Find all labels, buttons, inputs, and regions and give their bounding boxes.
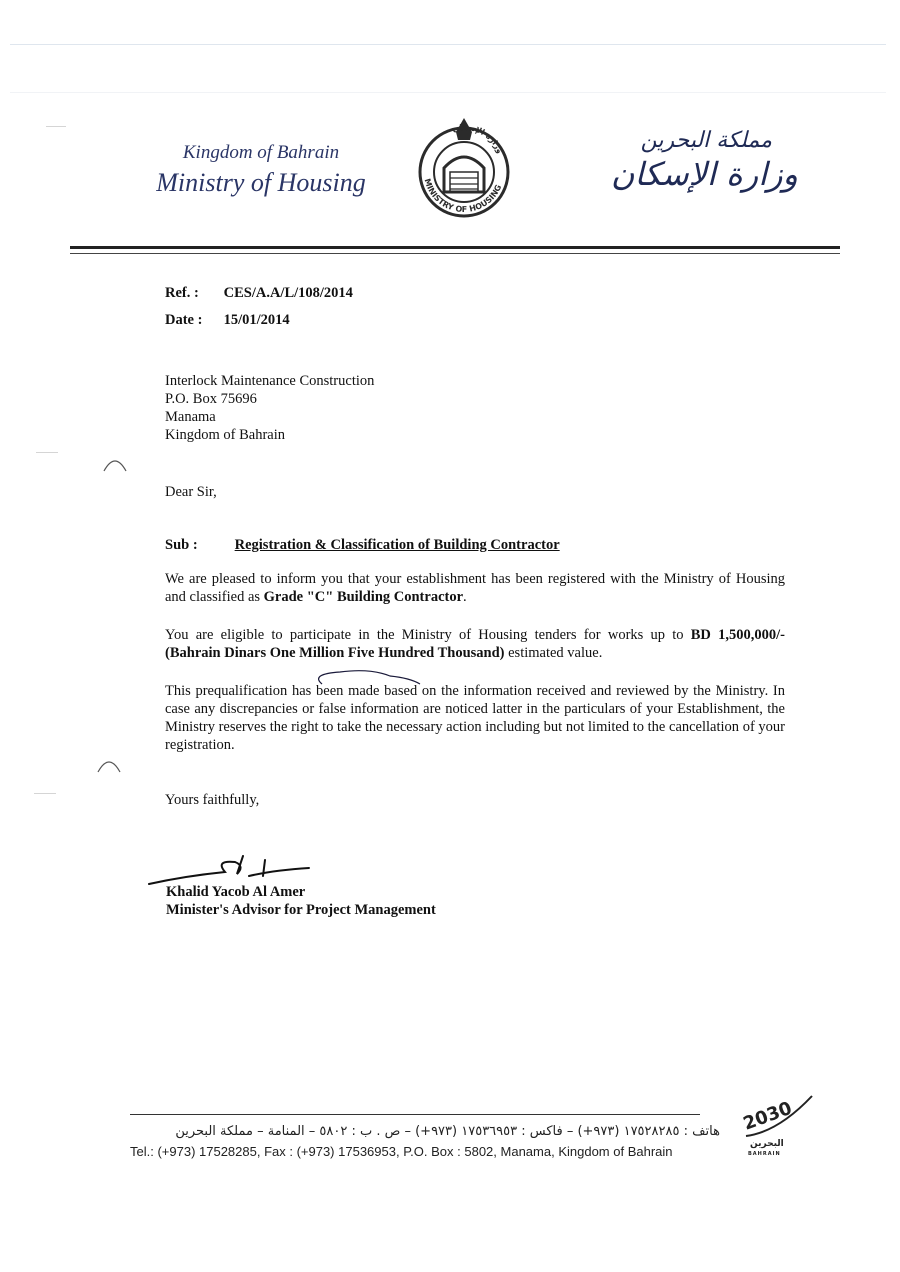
scan-artifact	[36, 452, 58, 453]
seal-arc-arabic: وزارة الإسكان	[451, 122, 505, 155]
footer-contact-english: Tel.: (+973) 17528285, Fax : (+973) 17536953, P.O. Box : 5802, Manama, Kingdom of Bahrain	[130, 1144, 673, 1159]
reference-value: CES/A.A/L/108/2014	[223, 285, 353, 301]
punch-hole-mark-icon	[102, 455, 128, 473]
date-line	[165, 312, 290, 329]
vision-arabic: البحرين	[750, 1139, 784, 1149]
letterhead-ministry-arabic: وزارة الإسكان	[610, 155, 798, 193]
closing: Yours faithfully,	[165, 792, 260, 808]
scan-faint-rule	[10, 92, 886, 93]
bahrain-2030-logo-icon	[738, 1092, 818, 1156]
paragraph-prequalification: This prequalification has been made based on the information received and reviewed by the Ministry. In case any discrepancies or false information are noticed latter in the particulars of your Establishment, the Ministry reserves the right to take the necessary action including but not limited to the cancellation of your registration.	[165, 683, 785, 753]
subject-text: Registration & Classification of Building Contractor	[234, 537, 560, 553]
recipient-city: Manama	[165, 409, 216, 425]
scan-artifact	[46, 126, 66, 127]
pen-mark-icon	[300, 664, 450, 694]
scan-top-rule	[10, 44, 886, 45]
tender-limit-amount: BD 1,500,000/- (Bahrain Dinars One Million Five Hundred Thousand)	[165, 627, 785, 661]
recipient-company: Interlock Maintenance Construction	[165, 373, 375, 389]
signatory	[166, 883, 436, 919]
punch-hole-mark-icon	[96, 756, 122, 774]
letterhead-kingdom: Kingdom of Bahrain	[182, 142, 340, 163]
scan-artifact	[34, 793, 56, 794]
footer-rule	[130, 1114, 700, 1115]
recipient-country: Kingdom of Bahrain	[165, 427, 286, 443]
paragraph-2-text: You are eligible to participate in the Ministry of Housing tenders for works up to	[165, 627, 691, 643]
vision-english: BAHRAIN	[748, 1151, 781, 1156]
paragraph-1-text: We are pleased to inform you that your establishment has been registered with the Ministry of Housing and classified as	[165, 571, 785, 605]
paragraph-registration	[165, 570, 785, 606]
paragraph-2-end: estimated value.	[504, 645, 603, 661]
date-value: 15/01/2014	[223, 312, 290, 328]
seal-arc-english: MINISTRY OF HOUSING	[422, 177, 504, 215]
letterhead-arabic	[586, 128, 798, 193]
grade-classification: Grade "C" Building Contractor	[263, 589, 464, 605]
date-label: Date :	[165, 312, 203, 328]
salutation: Dear Sir,	[165, 484, 217, 500]
vision-year: 2030	[740, 1097, 795, 1135]
recipient-address	[165, 372, 374, 444]
signatory-title: Minister's Advisor for Project Management	[166, 902, 436, 918]
letterhead-english	[130, 142, 392, 198]
subject-line	[165, 537, 560, 554]
footer-contact-arabic: هاتف : ١٧٥٢٨٢٨٥ (٩٧٣+) – فاكس : ١٧٥٣٦٩٥٣ (٩٧٣+) – ص . ب : ٥٨٠٢ – المنامة – مملكة البحرين	[175, 1124, 720, 1139]
letterhead-divider-thick	[70, 246, 840, 249]
recipient-po-box: P.O. Box 75696	[165, 391, 257, 407]
reference-line	[165, 285, 353, 302]
paragraph-1-end: .	[463, 589, 467, 605]
reference-label: Ref. :	[165, 285, 199, 301]
letterhead-divider-thin	[70, 253, 840, 254]
ministry-seal-icon	[412, 110, 516, 228]
letterhead-kingdom-arabic: مملكة البحرين	[640, 128, 772, 153]
signatory-name: Khalid Yacob Al Amer	[166, 884, 306, 900]
subject-label: Sub :	[165, 537, 198, 553]
paragraph-eligibility	[165, 626, 785, 662]
letterhead-ministry: Ministry of Housing	[156, 168, 366, 197]
